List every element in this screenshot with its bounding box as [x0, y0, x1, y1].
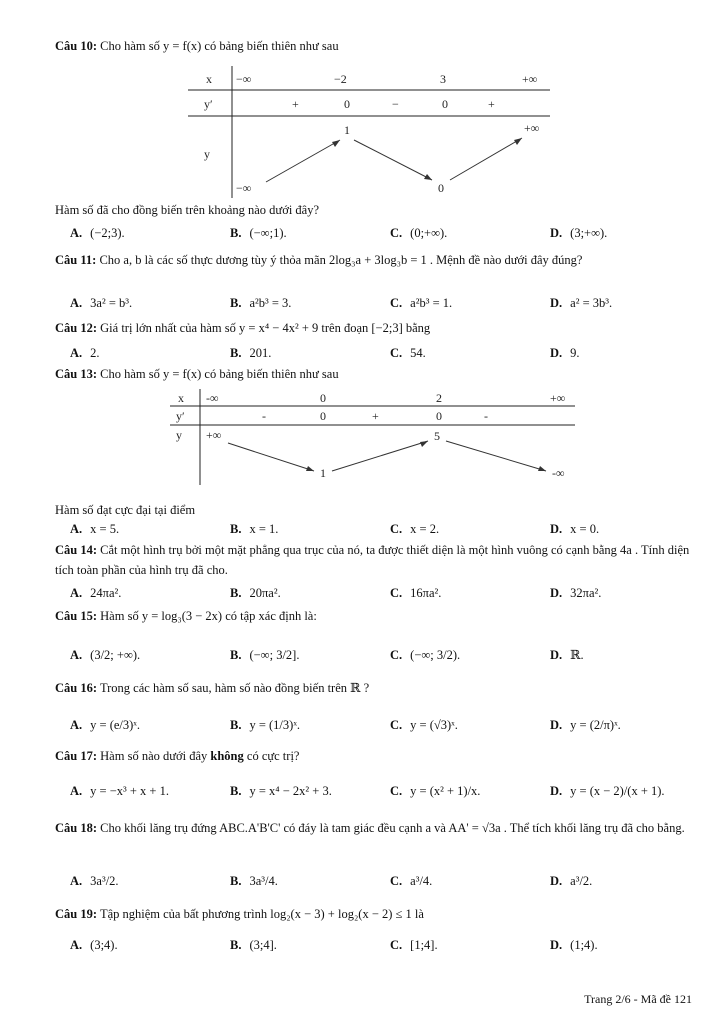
answer-options [55, 582, 694, 604]
table-cell: - [484, 409, 488, 423]
option-a[interactable]: A. 3a² = b³. [70, 296, 133, 310]
table-cell: -∞ [206, 391, 219, 405]
question-label: Câu 13: [55, 367, 98, 381]
question-11 [55, 250, 694, 310]
question-label: Câu 15: [55, 609, 98, 623]
option-b[interactable]: B. (3;4]. [230, 938, 277, 952]
question-14 [55, 540, 694, 600]
table-cell: − [392, 97, 399, 111]
option-b[interactable]: B. x = 1. [230, 522, 279, 536]
option-a[interactable]: A. 2. [70, 346, 100, 360]
table-cell: 5 [434, 429, 440, 443]
answer-options [55, 644, 694, 666]
option-c[interactable]: C. a³/4. [390, 874, 433, 888]
page-footer: Trang 2/6 - Mã đề 121 [584, 992, 692, 1006]
question-18 [55, 818, 694, 888]
option-c[interactable]: C. 16πa². [390, 586, 442, 600]
emphasis: không [210, 749, 244, 763]
question-text: Cho hàm số y = f(x) có bảng biến thiên như sau [100, 39, 339, 53]
question-text: Tập nghiệm của bất phương trình log₂(x − 3) + log₂(x − 2) ≤ 1 là [99, 907, 424, 921]
table-cell: +∞ [206, 428, 222, 442]
question-text: có cực trị? [243, 749, 300, 763]
question-label: Câu 10: [55, 39, 98, 53]
question-label: Câu 19: [55, 907, 98, 921]
option-d[interactable]: D. 32πa². [550, 586, 602, 600]
option-b[interactable]: B. y = (1/3)ˣ. [230, 718, 301, 732]
table-cell: + [292, 97, 299, 111]
question-19 [55, 904, 694, 952]
table-cell: −2 [334, 72, 347, 86]
table-cell: y [176, 428, 182, 442]
question-16 [55, 678, 694, 732]
answer-options [55, 780, 694, 802]
question-text: Giá trị lớn nhất của hàm số y = x⁴ − 4x² + 9 trên đoạn [−2;3] bằng [100, 321, 431, 335]
answer-options [55, 934, 694, 956]
question-text: Cho a, b là các số thực dương tùy ý thỏa mãn 2log₃a + 3log₃b = 1 . Mệnh đề nào dưới đây đúng? [99, 253, 583, 267]
option-d[interactable]: D. 9. [550, 346, 580, 360]
question-label: Câu 18: [55, 821, 98, 835]
question-text: Trong các hàm số sau, hàm số nào đồng biến trên ℝ ? [99, 681, 370, 695]
question-15 [55, 606, 694, 662]
question-text: Hàm số y = log₃(3 − 2x) có tập xác định là: [100, 609, 317, 623]
option-b[interactable]: B. (−∞; 3/2]. [230, 648, 300, 662]
table-cell: 0 [320, 391, 326, 405]
question-text: Cắt một hình trụ bởi một mặt phẳng qua trục của nó, ta được thiết diện là một hình vuông có cạnh bằng 4a . Tính diện tích toàn phần của hình trụ đã cho. [55, 543, 690, 577]
option-a[interactable]: A. (−2;3). [70, 226, 125, 240]
table-cell: 0 [442, 97, 448, 111]
question-label: Câu 11: [55, 253, 97, 267]
option-a[interactable]: A. 3a³/2. [70, 874, 119, 888]
option-d[interactable]: D. (1;4). [550, 938, 598, 952]
option-d[interactable]: D. x = 0. [550, 522, 600, 536]
table-cell: 1 [320, 466, 326, 480]
table-cell: 0 [344, 97, 350, 111]
question-text: Cho khối lăng trụ đứng ABC.A'B'C' có đáy là tam giác đều cạnh a và AA' = √3a . Thể tích khối lăng trụ đã cho bằng. [100, 821, 685, 835]
table-cell: -∞ [552, 466, 565, 480]
option-d[interactable]: D. y = (x − 2)/(x + 1). [550, 784, 665, 798]
option-d[interactable]: D. a² = 3b³. [550, 296, 613, 310]
option-b[interactable]: B. 3a³/4. [230, 874, 278, 888]
option-b[interactable]: B. (−∞;1). [230, 226, 287, 240]
option-a[interactable]: A. x = 5. [70, 522, 120, 536]
question-text: Hàm số đã cho đồng biến trên khoảng nào dưới đây? [55, 203, 320, 217]
option-a[interactable]: A. (3;4). [70, 938, 118, 952]
option-c[interactable]: C. y = (x² + 1)/x. [390, 784, 481, 798]
option-c[interactable]: C. y = (√3)ˣ. [390, 718, 458, 732]
question-text: Cho hàm số y = f(x) có bảng biến thiên như sau [100, 367, 339, 381]
table-cell: y′ [204, 97, 213, 111]
table-cell: +∞ [522, 72, 538, 86]
question-text: Hàm số đạt cực đại tại điểm [55, 503, 196, 517]
table-cell: - [262, 409, 266, 423]
question-10 [55, 36, 694, 56]
table-cell: x [178, 391, 184, 405]
table-cell: + [488, 97, 495, 111]
table-cell: +∞ [550, 391, 566, 405]
table-cell: + [372, 409, 379, 423]
question-label: Câu 12: [55, 321, 98, 335]
option-c[interactable]: C. a²b³ = 1. [390, 296, 453, 310]
variation-table-1 [188, 66, 550, 198]
answer-options [55, 518, 694, 540]
table-cell: +∞ [524, 121, 540, 135]
question-label: Câu 14: [55, 543, 98, 557]
table-cell: 3 [440, 72, 446, 86]
table-cell: 0 [320, 409, 326, 423]
option-b[interactable]: B. a²b³ = 3. [230, 296, 292, 310]
answer-options [55, 714, 694, 736]
option-b[interactable]: B. 201. [230, 346, 272, 360]
option-c[interactable]: C. (−∞; 3/2). [390, 648, 461, 662]
option-d[interactable]: D. y = (2/π)ˣ. [550, 718, 621, 732]
question-label: Câu 17: [55, 749, 98, 763]
table-cell: 0 [438, 181, 444, 195]
question-13-body [55, 500, 694, 536]
question-text: Hàm số nào dưới đây [100, 749, 211, 763]
answer-options [55, 292, 694, 314]
option-b[interactable]: B. 20πa². [230, 586, 281, 600]
question-10-body [55, 200, 694, 240]
question-label: Câu 16: [55, 681, 98, 695]
option-b[interactable]: B. y = x⁴ − 2x² + 3. [230, 784, 332, 798]
question-13 [55, 364, 694, 384]
option-a[interactable]: A. 24πa². [70, 586, 122, 600]
option-a[interactable]: A. y = (e/3)ˣ. [70, 718, 141, 732]
table-cell: y [204, 147, 210, 161]
table-cell: y′ [176, 409, 185, 423]
option-d[interactable]: D. a³/2. [550, 874, 593, 888]
question-17 [55, 746, 694, 798]
option-d[interactable]: D. ℝ. [550, 648, 584, 662]
table-cell: −∞ [236, 72, 252, 86]
option-c[interactable]: C. [1;4]. [390, 938, 438, 952]
answer-options [55, 342, 694, 364]
option-c[interactable]: C. x = 2. [390, 522, 440, 536]
table-cell: 0 [436, 409, 442, 423]
option-a[interactable]: A. y = −x³ + x + 1. [70, 784, 169, 798]
answer-options [55, 870, 694, 892]
option-c[interactable]: C. 54. [390, 346, 426, 360]
answer-options [55, 222, 694, 244]
variation-table-2 [170, 389, 575, 485]
table-cell: x [206, 72, 212, 86]
table-cell: 1 [344, 123, 350, 137]
question-12 [55, 318, 694, 360]
option-a[interactable]: A. (3/2; +∞). [70, 648, 141, 662]
table-cell: −∞ [236, 181, 252, 195]
table-cell: 2 [436, 391, 442, 405]
option-d[interactable]: D. (3;+∞). [550, 226, 608, 240]
option-c[interactable]: C. (0;+∞). [390, 226, 448, 240]
